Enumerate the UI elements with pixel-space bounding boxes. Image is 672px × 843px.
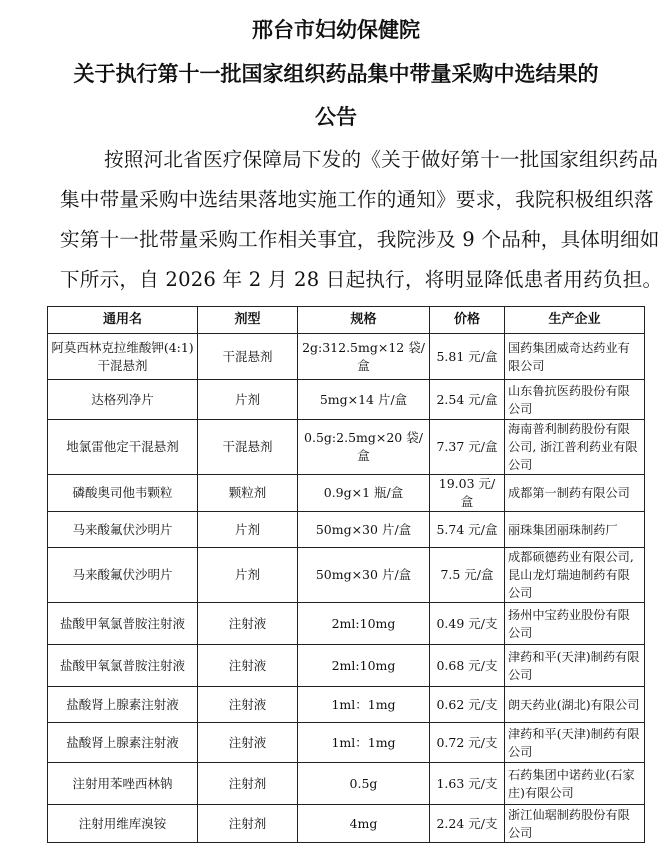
intro-line: 下所示，自 2026 年 2 月 28 日起执行，将明显降低患者用药负担。 [60, 268, 663, 291]
cell-name: 注射用维库溴铵 [48, 805, 198, 843]
cell-name: 阿莫西林克拉维酸钾(4:1)干混悬剂 [48, 334, 198, 380]
cell-manufacturer: 丽珠集团丽珠制药厂 [505, 512, 645, 548]
header-generic-name: 通用名 [48, 307, 198, 334]
cell-price: 5.81 元/盒 [430, 334, 505, 380]
cell-form: 注射液 [198, 723, 298, 763]
cell-manufacturer: 山东鲁抗医药股份有限公司 [505, 380, 645, 420]
cell-spec: 1ml：1mg [298, 723, 430, 763]
cell-form: 注射液 [198, 645, 298, 687]
cell-price: 19.03 元/盒 [430, 475, 505, 512]
cell-spec: 1ml：1mg [298, 687, 430, 723]
cell-spec: 4mg [298, 805, 430, 843]
table-row [48, 805, 645, 843]
table-header-row [48, 307, 645, 334]
table-row [48, 645, 645, 687]
intro-line: 集中带量采购中选结果落地实施工作的通知》要求，我院积极组织落 [60, 188, 654, 211]
table-row [48, 548, 645, 603]
header-specification: 规格 [298, 307, 430, 334]
cell-spec: 2ml:10mg [298, 603, 430, 645]
cell-name: 盐酸肾上腺素注射液 [48, 723, 198, 763]
cell-form: 注射剂 [198, 763, 298, 805]
cell-manufacturer: 成都第一制药有限公司 [505, 475, 645, 512]
cell-name: 地氯雷他定干混悬剂 [48, 420, 198, 475]
table-row [48, 380, 645, 420]
table-row [48, 420, 645, 475]
cell-spec: 0.5g [298, 763, 430, 805]
cell-form: 干混悬剂 [198, 420, 298, 475]
cell-price: 7.5 元/盒 [430, 548, 505, 603]
cell-manufacturer: 国药集团威奇达药业有限公司 [505, 334, 645, 380]
cell-manufacturer: 石药集团中诺药业(石家庄)有限公司 [505, 763, 645, 805]
table-row [48, 763, 645, 805]
cell-manufacturer: 海南普利制药股份有限公司, 浙江普利药业有限公司 [505, 420, 645, 475]
cell-name: 盐酸肾上腺素注射液 [48, 687, 198, 723]
table-row [48, 723, 645, 763]
cell-spec: 2ml:10mg [298, 645, 430, 687]
cell-form: 颗粒剂 [198, 475, 298, 512]
cell-name: 注射用苯唑西林钠 [48, 763, 198, 805]
cell-manufacturer: 津药和平(天津)制药有限公司 [505, 645, 645, 687]
header-price: 价格 [430, 307, 505, 334]
hospital-name: 邢台市妇幼保健院 [252, 18, 420, 42]
cell-manufacturer: 朗天药业(湖北)有限公司 [505, 687, 645, 723]
cell-price: 2.24 元/支 [430, 805, 505, 843]
cell-form: 片剂 [198, 548, 298, 603]
table-row [48, 512, 645, 548]
announcement-title-suffix: 公告 [315, 105, 357, 129]
cell-price: 2.54 元/盒 [430, 380, 505, 420]
cell-spec: 2g:312.5mg×12 袋/盒 [298, 334, 430, 380]
intro-line: 按照河北省医疗保障局下发的《关于做好第十一批国家组织药品 [104, 148, 659, 171]
cell-spec: 50mg×30 片/盒 [298, 548, 430, 603]
cell-form: 干混悬剂 [198, 334, 298, 380]
announcement-title: 关于执行第十一批国家组织药品集中带量采购中选结果的 [73, 62, 599, 86]
table-row [48, 687, 645, 723]
cell-price: 0.68 元/支 [430, 645, 505, 687]
cell-form: 片剂 [198, 512, 298, 548]
cell-name: 马来酸氟伏沙明片 [48, 512, 198, 548]
cell-form: 注射剂 [198, 805, 298, 843]
cell-manufacturer: 成都硕德药业有限公司,昆山龙灯瑞迪制药有限公司 [505, 548, 645, 603]
table-row [48, 334, 645, 380]
cell-spec: 50mg×30 片/盒 [298, 512, 430, 548]
cell-form: 注射液 [198, 687, 298, 723]
cell-price: 0.62 元/支 [430, 687, 505, 723]
cell-price: 1.63 元/支 [430, 763, 505, 805]
header-dosage-form: 剂型 [198, 307, 298, 334]
cell-manufacturer: 津药和平(天津)制药有限公司 [505, 723, 645, 763]
cell-name: 盐酸甲氧氯普胺注射液 [48, 645, 198, 687]
cell-price: 0.49 元/支 [430, 603, 505, 645]
cell-name: 达格列净片 [48, 380, 198, 420]
drug-table [47, 306, 645, 843]
cell-price: 5.74 元/盒 [430, 512, 505, 548]
cell-name: 磷酸奥司他韦颗粒 [48, 475, 198, 512]
intro-line: 实第十一批带量采购工作相关事宜，我院涉及 9 个品种，具体明细如 [60, 228, 660, 251]
cell-name: 马来酸氟伏沙明片 [48, 548, 198, 603]
table-row [48, 475, 645, 512]
cell-price: 7.37 元/盒 [430, 420, 505, 475]
cell-manufacturer: 浙江仙琚制药股份有限公司 [505, 805, 645, 843]
cell-spec: 0.9g×1 瓶/盒 [298, 475, 430, 512]
cell-form: 注射液 [198, 603, 298, 645]
table-row [48, 603, 645, 645]
cell-price: 0.72 元/支 [430, 723, 505, 763]
cell-name: 盐酸甲氧氯普胺注射液 [48, 603, 198, 645]
cell-spec: 5mg×14 片/盒 [298, 380, 430, 420]
cell-spec: 0.5g:2.5mg×20 袋/盒 [298, 420, 430, 475]
cell-manufacturer: 扬州中宝药业股份有限公司 [505, 603, 645, 645]
header-manufacturer: 生产企业 [505, 307, 645, 334]
cell-form: 片剂 [198, 380, 298, 420]
intro-paragraph [60, 140, 663, 300]
